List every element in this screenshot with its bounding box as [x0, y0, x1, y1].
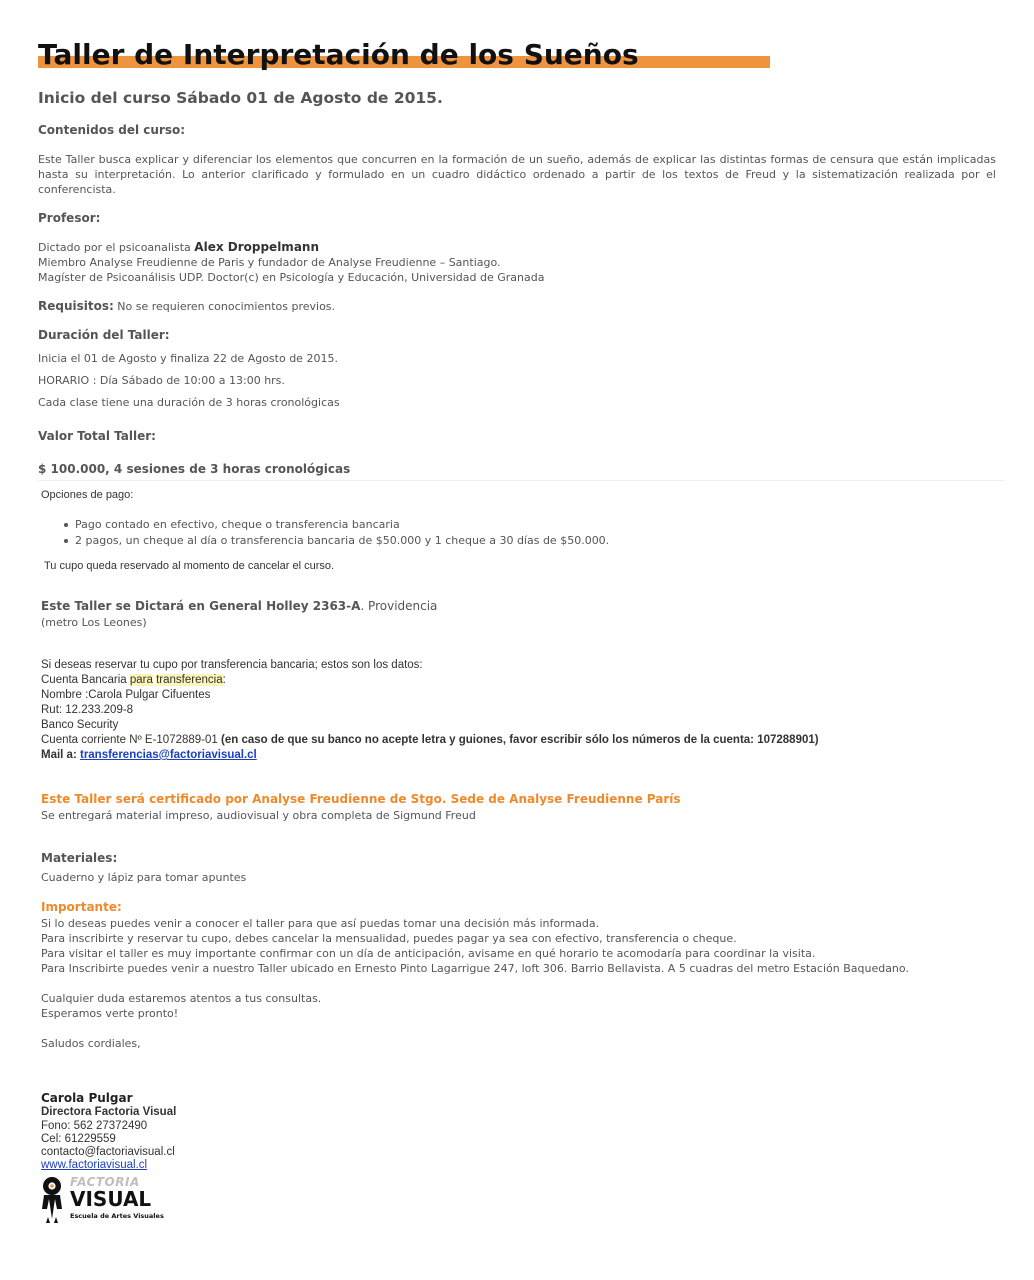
location-line-1	[41, 599, 437, 614]
payment-option-2: 2 pagos, un cheque al día o transferencia bancaria de $50.000 y 1 cheque a 30 días de $50.000.	[75, 534, 610, 547]
requirements-label: Requisitos:	[38, 299, 114, 313]
bank-account-suffix: :	[222, 674, 226, 686]
bank-account-line	[41, 674, 226, 686]
requirements-text: No se requieren conocimientos previos.	[113, 300, 336, 313]
signature-role: Directora Factoria Visual	[41, 1106, 177, 1118]
bank-account-highlight-1: para	[129, 674, 153, 686]
bank-current-account	[41, 734, 819, 746]
logo-tagline: Escuela de Artes Visuales	[70, 1212, 164, 1220]
bank-current-prefix: Cuenta corriente Nº E-1072889-01	[41, 734, 222, 746]
contents-heading: Contenidos del curso:	[38, 123, 186, 137]
bullet-icon	[64, 523, 68, 527]
logo-word-factoria: FACTORIA	[70, 1175, 140, 1189]
location-commune: . Providencia	[360, 599, 438, 613]
professor-line-3: Magíster de Psicoanálisis UDP. Doctor(c) en Psicología y Educación, Universidad de Granada	[38, 271, 545, 284]
bank-rut: Rut: 12.233.209-8	[41, 704, 134, 716]
important-line-1: Si lo deseas puedes venir a conocer el taller para que así puedas tomar una decisión más informada.	[41, 917, 600, 930]
factoria-visual-logo	[40, 1175, 164, 1225]
payment-option-1: Pago contado en efectivo, cheque o transferencia bancaria	[75, 518, 400, 531]
bank-mail-line	[41, 749, 257, 761]
bank-account-highlight-2: transferencia	[156, 674, 223, 686]
certification-title: Este Taller será certificado por Analyse Freudienne de Stgo. Sede de Analyse Freudienne París	[41, 792, 681, 806]
signature-cel: Cel: 61229559	[41, 1133, 116, 1145]
certification-text: Se entregará material impreso, audiovisual y obra completa de Sigmund Freud	[41, 809, 476, 822]
bank-mail-link[interactable]: transferencias@factoriavisual.cl	[79, 749, 257, 761]
professor-name: Alex Droppelmann	[194, 240, 319, 254]
duration-line-1: Inicia el 01 de Agosto y finaliza 22 de Agosto de 2015.	[38, 352, 338, 365]
professor-line-1	[38, 240, 319, 255]
price-heading: Valor Total Taller:	[38, 429, 156, 443]
important-line-4: Para Inscribirte puedes venir a nuestro Taller ubicado en Ernesto Pinto Lagarrigue 247, loft 306. Barrio Bellavista. A 5 cuadras del metro Estación Baquedano.	[41, 962, 909, 975]
duration-line-2: HORARIO : Día Sábado de 10:00 a 13:00 hrs.	[38, 374, 285, 387]
important-line-3: Para visitar el taller es muy importante confirmar con un día de anticipación, avisame en qué horario te acomodaría para coordinar la visita.	[41, 947, 816, 960]
bank-intro: Si deseas reservar tu cupo por transferencia bancaria; estos son los datos:	[41, 659, 423, 671]
requirements-line	[38, 299, 335, 314]
important-line-2: Para inscribirte y reservar tu cupo, debes cancelar la mensualidad, puedes pagar ya sea con efectivo, transferencia o cheque.	[41, 932, 737, 945]
page-title: Taller de Interpretación de los Sueños	[38, 38, 639, 71]
payment-note: Tu cupo queda reservado al momento de cancelar el curso.	[44, 560, 335, 572]
contents-text: Este Taller busca explicar y diferenciar los elementos que concurren en la formación de un sueño, además de explicar las distintas formas de censura que están implicadas hasta su interpretación. Lo anterior clarificado y formulado en un cuadro didáctico ordenado a partir de los textos de Freud y la sistematización realizada por el conferencista.	[38, 153, 996, 196]
professor-heading: Profesor:	[38, 211, 101, 225]
bullet-icon	[64, 539, 68, 543]
bank-holder-name: Nombre :Carola Pulgar Cifuentes	[41, 689, 211, 701]
materials-text: Cuaderno y lápiz para tomar apuntes	[41, 871, 247, 884]
logo-word-visual: VISUAL	[70, 1187, 152, 1211]
closing-line-3: Saludos cordiales,	[41, 1037, 141, 1050]
price-value: $ 100.000, 4 sesiones de 3 horas cronológicas	[38, 462, 351, 476]
location-line-2: (metro Los Leones)	[41, 616, 147, 629]
professor-prefix: Dictado por el psicoanalista	[38, 241, 195, 254]
important-heading: Importante:	[41, 900, 122, 914]
bank-current-note: (en caso de que su banco no acepte letra y guiones, favor escribir sólo los números de la cuenta: 107288901)	[221, 734, 819, 746]
bank-account-prefix: Cuenta Bancaria	[41, 674, 130, 686]
signature-name: Carola Pulgar	[41, 1091, 133, 1105]
closing-line-1: Cualquier duda estaremos atentos a tus consultas.	[41, 992, 322, 1005]
bank-mail-label: Mail a:	[41, 749, 80, 761]
bank-name: Banco Security	[41, 719, 119, 731]
location-address: Este Taller se Dictará en General Holley 2363-A	[41, 599, 361, 613]
materials-heading: Materiales:	[41, 851, 118, 865]
closing-line-2: Esperamos verte pronto!	[41, 1007, 179, 1020]
section-divider	[38, 480, 1004, 481]
duration-heading: Duración del Taller:	[38, 328, 170, 342]
signature-email: contacto@factoriavisual.cl	[41, 1146, 175, 1158]
signature-phone: Fono: 562 27372490	[41, 1120, 148, 1132]
signature-website-link[interactable]: www.factoriavisual.cl	[41, 1159, 148, 1171]
duration-line-3: Cada clase tiene una duración de 3 horas cronológicas	[38, 396, 340, 409]
professor-line-2: Miembro Analyse Freudienne de Paris y fundador de Analyse Freudienne – Santiago.	[38, 256, 501, 269]
payment-heading: Opciones de pago:	[41, 489, 134, 501]
course-start-date: Inicio del curso Sábado 01 de Agosto de 2015.	[38, 89, 443, 107]
